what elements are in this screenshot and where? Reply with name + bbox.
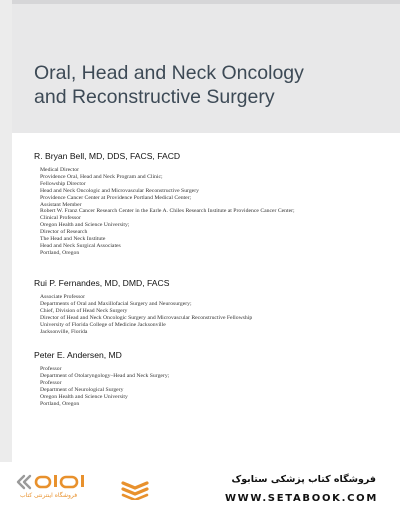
- affiliation-line: Providence Cancer Center at Providence Portland Medical Center;: [40, 194, 192, 201]
- shop-title: فروشگاه کتاب پزشکی ستابوک: [231, 474, 376, 485]
- watermark-footer: [0, 462, 400, 512]
- affiliation-line: Associate Professor: [40, 294, 86, 300]
- book-title-line-2: and Reconstructive Surgery: [34, 85, 275, 108]
- affiliation-line: Department of Otolaryngology–Head and Neck Surgery;: [40, 372, 170, 379]
- affiliation-line: Fellowship Director: [40, 180, 86, 187]
- affiliation-line: Providence Oral, Head and Neck Program and Clinic;: [40, 173, 163, 180]
- affiliation-line: Medical Director: [40, 167, 80, 173]
- author-name: R. Bryan Bell, MD, DDS, FACS, FACD: [34, 151, 181, 161]
- author-block-1: [34, 151, 394, 257]
- affiliation-line: Professor: [40, 366, 62, 372]
- author-block-3: [34, 350, 394, 407]
- book-title: [34, 62, 304, 109]
- book-title-line-1: Oral, Head and Neck Oncology: [34, 62, 304, 84]
- logo-subtitle: فروشگاه اینترنتی کتاب: [20, 492, 78, 499]
- affiliation-line: Departments of Oral and Maxillofacial Surgery and Neurosurgery;: [40, 300, 192, 307]
- author-affiliations: [34, 167, 394, 257]
- page-gutter: [0, 0, 12, 512]
- affiliation-line: Director of Research: [40, 229, 88, 236]
- book-page: [12, 0, 400, 512]
- affiliation-line: Department of Neurological Surgery: [40, 386, 124, 393]
- affiliation-line: University of Florida College of Medicine Jacksonville: [40, 321, 166, 328]
- affiliation-line: Oregon Health and Science University: [40, 393, 128, 400]
- affiliation-line: Head and Neck Surgical Associates: [40, 242, 121, 249]
- affiliation-line: Chief, Division of Head Neck Surgery: [40, 307, 128, 314]
- affiliation-line: Jacksonville, Florida: [40, 328, 88, 335]
- author-affiliations: [34, 366, 394, 407]
- author-affiliations: [34, 294, 394, 335]
- author-name: Rui P. Fernandes, MD, DMD, FACS: [34, 278, 170, 288]
- book-stack-icon: [120, 478, 150, 500]
- affiliation-line: Clinical Professor: [40, 215, 81, 222]
- author-block-2: [34, 278, 394, 335]
- affiliation-line: Director of Head and Neck Oncologic Surgery and Microvascular Reconstructive Fellowship: [40, 314, 253, 321]
- affiliation-line: Oregon Health and Science University;: [40, 222, 130, 229]
- title-band: [12, 0, 400, 133]
- affiliation-line: Assistant Member: [40, 201, 82, 208]
- affiliation-line: Portland, Oregon: [40, 249, 80, 256]
- author-name: Peter E. Andersen, MD: [34, 350, 122, 360]
- shop-url-link[interactable]: WWW.SETABOOK.COM: [224, 493, 378, 504]
- setabook-logo[interactable]: [16, 473, 116, 505]
- affiliation-line: Professor: [40, 379, 62, 386]
- top-strip: [12, 0, 400, 4]
- setabook-logo-icon: [16, 473, 112, 491]
- affiliation-line: The Head and Neck Institute: [40, 236, 106, 243]
- affiliation-line: Portland, Oregon: [40, 400, 80, 407]
- affiliation-line: Head and Neck Oncologic and Microvascular Reconstructive Surgery: [40, 187, 199, 194]
- affiliation-line: Robert W. Franz Cancer Research Center in the Earle A. Chiles Research Institute at Providence Cancer Center;: [40, 208, 295, 215]
